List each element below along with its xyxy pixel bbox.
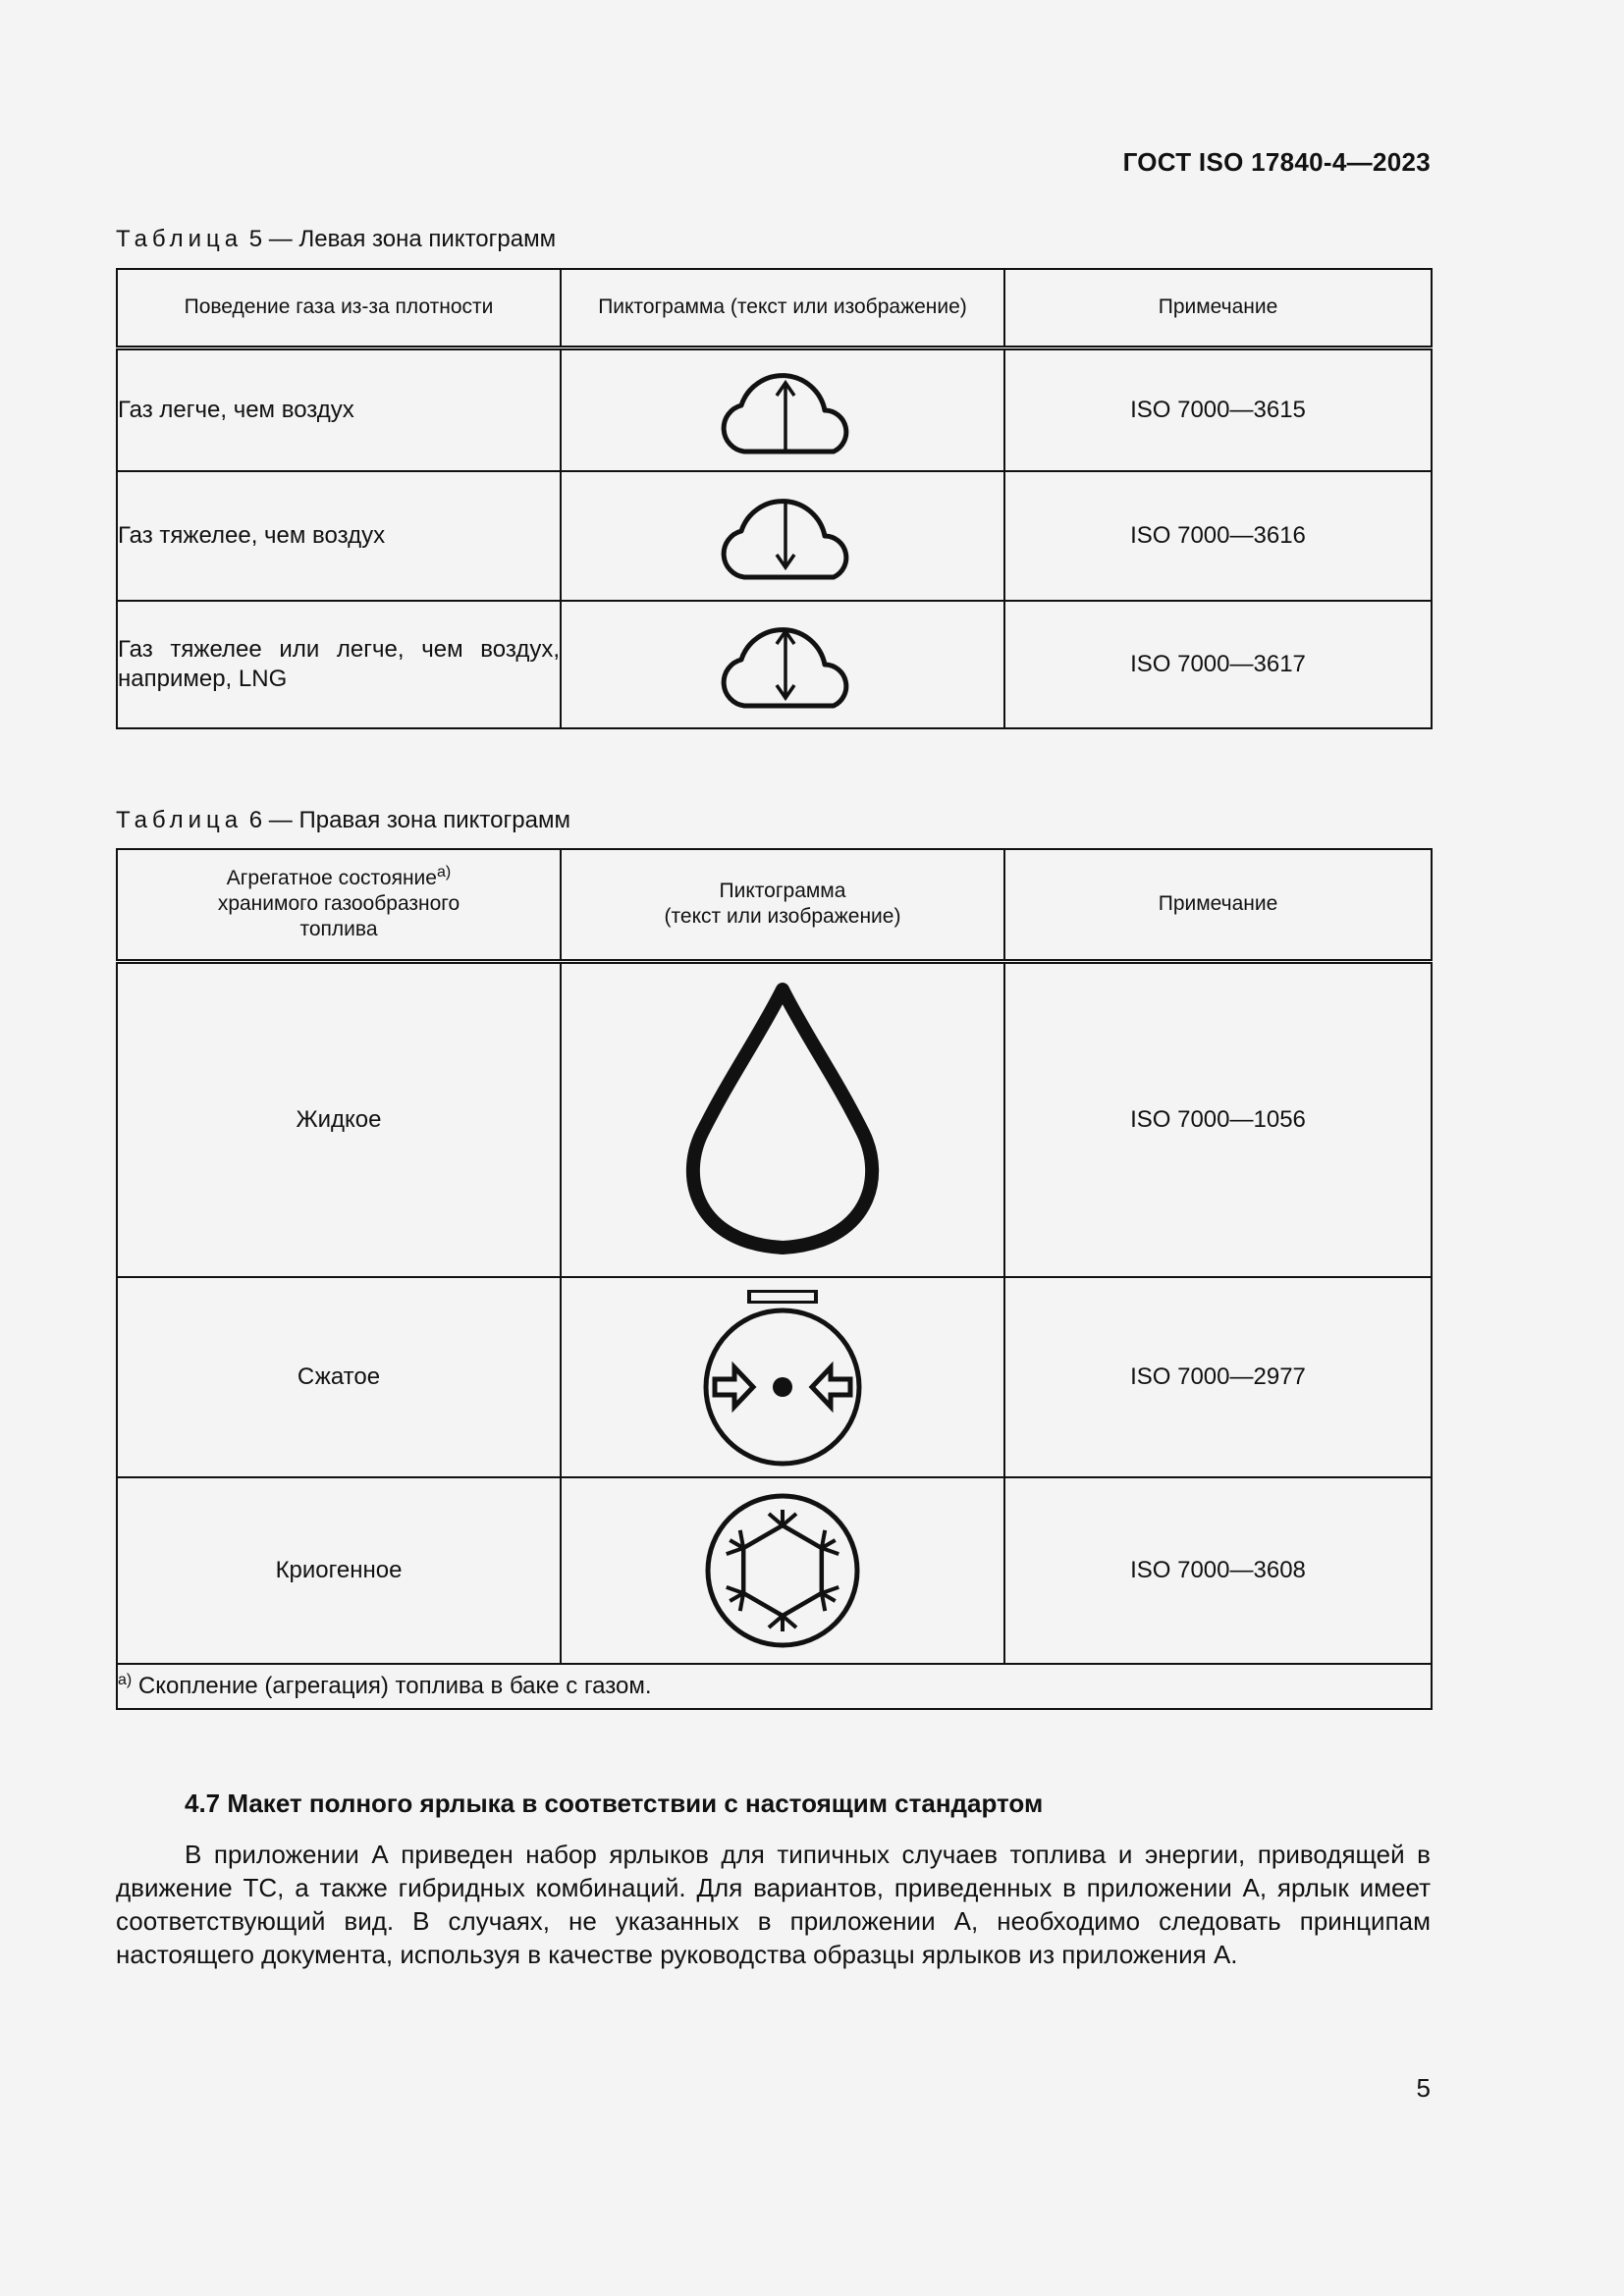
table5-col-pictogram: Пиктограмма (текст или изображение) (561, 269, 1004, 347)
table6-col-state-line3: топлива (299, 918, 378, 941)
table5-col-behavior: Поведение газа из-за плотности (117, 269, 561, 347)
standard-code: ГОСТ ISO 17840-4—2023 (1122, 147, 1431, 177)
note-cell: ISO 7000—3608 (1004, 1477, 1432, 1664)
note-cell: ISO 7000—2977 (1004, 1277, 1432, 1477)
table5-col-note: Примечание (1004, 269, 1432, 347)
gas-behavior-cell: Газ тяжелее, чем воздух (117, 471, 561, 601)
state-cell: Криогенное (117, 1477, 561, 1664)
page-number: 5 (1416, 2073, 1431, 2103)
table6-caption-rest: 6 — Правая зона пиктограмм (248, 807, 570, 833)
table-row (117, 1277, 1432, 1477)
section-paragraph: В приложении А приведен набор ярлыков для типичных случаев топлива и энергии, приводящей в движение ТС, а также гибридных комбинаций. Для вариантов, приведенных в приложении А, ярлык имеет соответствующий вид. В случаях, не указанных в приложении А, необходимо следовать принципам настоящего документа, используя в качестве руководства образцы ярлыков из приложения А. (116, 1840, 1431, 1969)
state-cell: Жидкое (117, 961, 561, 1277)
cloud-arrow-down-icon (709, 487, 856, 585)
table6-col-state-line2: хранимого газообразного (217, 892, 460, 916)
table6-col-state-line1: Агрегатное состояние (226, 867, 437, 890)
table6-col-pictogram (561, 849, 1004, 961)
cloud-arrow-up-icon (709, 361, 856, 459)
table6-col-pictogram-line2: (текст или изображение) (664, 905, 901, 929)
note-cell: ISO 7000—3617 (1004, 601, 1432, 728)
table6-caption-word: Таблица (116, 807, 244, 833)
table6 (116, 848, 1433, 1710)
table5-caption (116, 226, 556, 253)
footnote-mark: a) (118, 1672, 133, 1688)
table-row (117, 601, 1432, 728)
table6-col-state (117, 849, 561, 961)
table5 (116, 268, 1433, 729)
gas-behavior-cell: Газ тяжелее или легче, чем воздух, например, LNG (117, 601, 561, 728)
table-row (117, 471, 1432, 601)
state-cell: Сжатое (117, 1277, 561, 1477)
table6-caption (116, 807, 570, 834)
table-row (117, 1477, 1432, 1664)
table-row (117, 347, 1432, 471)
section-heading: 4.7 Макет полного ярлыка в соответствии с настоящим стандартом (185, 1789, 1044, 1818)
gas-behavior-cell: Газ легче, чем воздух (117, 347, 561, 471)
table6-col-note: Примечание (1004, 849, 1432, 961)
table6-footnote-text: Скопление (агрегация) топлива в баке с газом. (137, 1673, 652, 1699)
note-cell: ISO 7000—3615 (1004, 347, 1432, 471)
table5-caption-rest: 5 — Левая зона пиктограмм (248, 226, 557, 252)
cloud-arrow-updown-icon (709, 615, 856, 714)
note-cell: ISO 7000—1056 (1004, 961, 1432, 1277)
table5-caption-word: Таблица (116, 226, 244, 252)
footnote-mark: a) (436, 864, 452, 881)
table-footnote-row (117, 1664, 1432, 1709)
table-row (117, 961, 1432, 1277)
table6-col-pictogram-line1: Пиктограмма (719, 880, 846, 903)
compressed-gas-icon (699, 1286, 866, 1468)
cryogenic-snowflake-icon (702, 1490, 863, 1651)
note-cell: ISO 7000—3616 (1004, 471, 1432, 601)
liquid-drop-icon (679, 978, 886, 1262)
